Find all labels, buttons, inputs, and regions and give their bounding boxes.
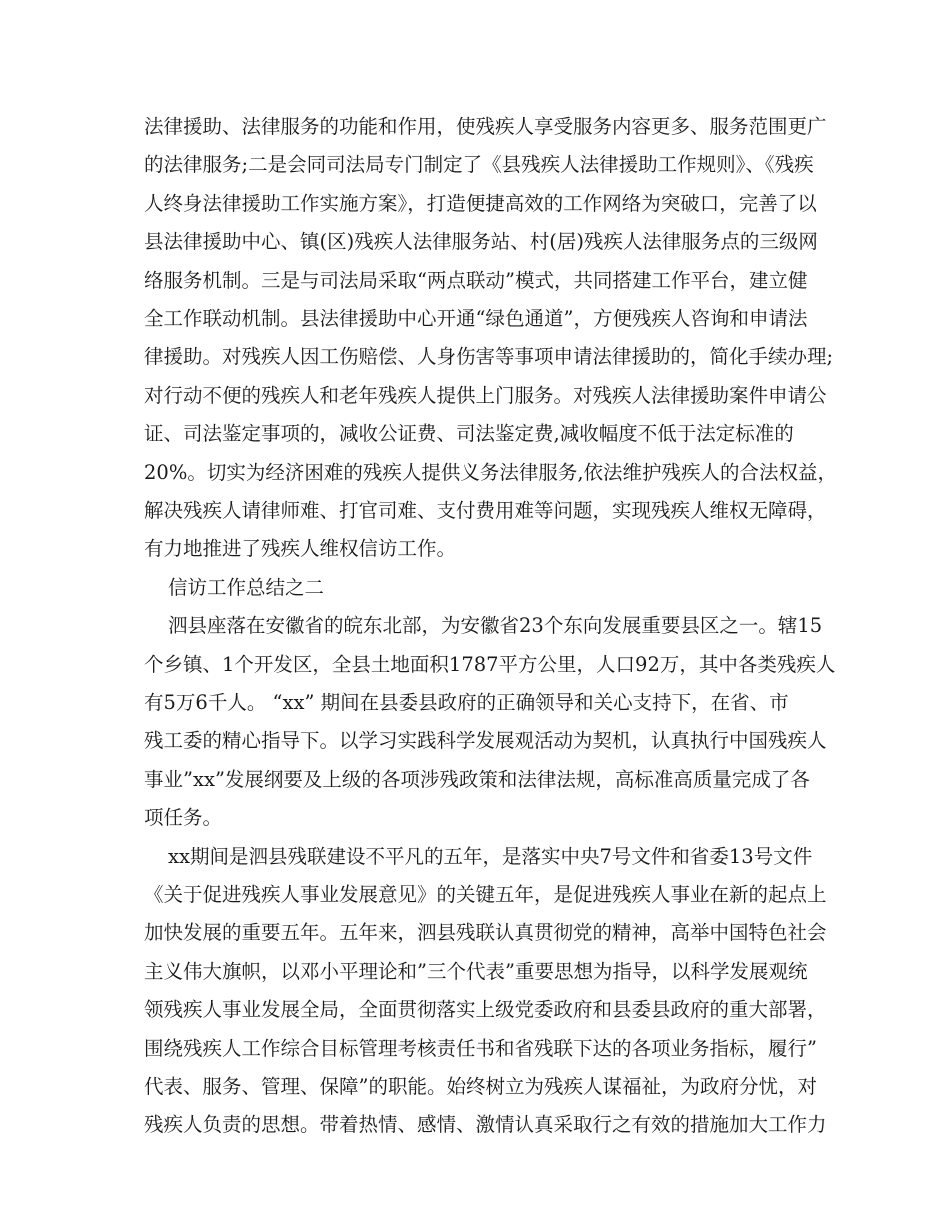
- text-line: 代表、服务、管理、保障”的职能。始终树立为残疾人谋福祉，为政府分忧，对: [144, 1075, 817, 1098]
- text-line: 加快发展的重要五年。五年来，泗县残联认真贯彻党的精神，高举中国特色社会: [144, 921, 827, 944]
- text-line: 个乡镇、1个开发区，全县土地面积1787平方公里，人口92万，其中各类残疾人: [144, 653, 836, 676]
- text-line: 的法律服务;二是会同司法局专门制定了《县残疾人法律援助工作规则》、《残疾: [144, 153, 814, 176]
- text-line: 县法律援助中心、镇(区)残疾人法律服务站、村(居)残疾人法律服务点的三级网: [144, 230, 818, 253]
- text-line: 律援助。对残疾人因工伤赔偿、人身伤害等事项申请法律援助的，简化手续办理;: [144, 345, 834, 368]
- text-line: 残工委的精心指导下。以学习实践科学发展观活动为契机，认真执行中国残疾人: [144, 729, 827, 752]
- section-heading: 信访工作总结之二: [168, 576, 325, 599]
- text-line: 《关于促进残疾人事业发展意见》的关键五年，是促进残疾人事业在新的起点上: [144, 883, 827, 906]
- text-line: 主义伟大旗帜，以邓小平理论和”三个代表”重要思想为指导，以科学发展观统: [144, 960, 808, 983]
- text-line: 络服务机制。三是与司法局采取“两点联动”模式，共同搭建工作平台，建立健: [144, 269, 808, 292]
- text-line: 有力地推进了残疾人维权信访工作。: [144, 537, 457, 560]
- text-line: 法律援助、法律服务的功能和作用，使残疾人享受服务内容更多、服务范围更广: [144, 115, 827, 138]
- text-line: 领残疾人事业发展全局，全面贯彻落实上级党委政府和县委县政府的重大部署，: [144, 998, 827, 1021]
- text-line: 围绕残疾人工作综合目标管理考核责任书和省残联下达的各项业务指标，履行”: [144, 1037, 817, 1060]
- text-line: 事业”xx”发展纲要及上级的各项涉残政策和法律法规，高标准高质量完成了各: [144, 768, 810, 791]
- text-line: 人终身法律援助工作实施方案》，打造便捷高效的工作网络为突破口，完善了以: [144, 192, 817, 215]
- text-line: 泗县座落在安徽省的皖东北部，为安徽省23个东向发展重要县区之一。辖15: [168, 614, 823, 637]
- text-line: 全工作联动机制。县法律援助中心开通“绿色通道”，方便残疾人咨询和申请法: [144, 307, 808, 330]
- text-line: xx期间是泗县残联建设不平凡的五年，是落实中央7号文件和省委13号文件: [168, 845, 813, 868]
- text-line: 项任务。: [144, 806, 223, 829]
- text-line: 20%。切实为经济困难的残疾人提供义务法律服务,依法维护残疾人的合法权益，: [144, 461, 838, 484]
- text-line: 残疾人负责的思想。带着热情、感情、激情认真采取行之有效的措施加大工作力: [144, 1113, 827, 1136]
- text-line: 解决残疾人请律师难、打官司难、支付费用难等问题，实现残疾人维权无障碍，: [144, 499, 827, 522]
- text-line: 证、司法鉴定事项的，减收公证费、司法鉴定费,减收幅度不低于法定标准的: [144, 422, 794, 445]
- text-line: 有5万6千人。 “xx” 期间在县委县政府的正确领导和关心支持下，在省、市: [144, 691, 789, 714]
- text-line: 对行动不便的残疾人和老年残疾人提供上门服务。对残疾人法律援助案件申请公: [144, 384, 827, 407]
